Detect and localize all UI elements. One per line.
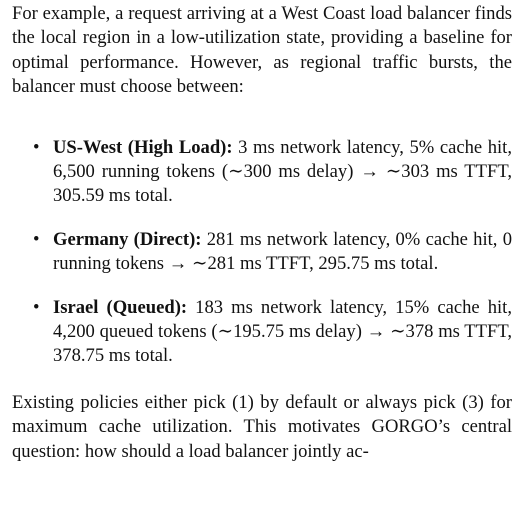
closing-paragraph: Existing policies either pick (1) by default or always pick (3) for maximum cache utilization. This motivates GORGO’s central question: how should a load balancer jointly ac- — [12, 391, 512, 462]
bullet-term: US-West (High Load): — [53, 136, 233, 158]
bullet-text: 3 ms network latency, 5% cache hit, 6,500 running tokens (∼300 ms delay) → ∼303 ms TTFT, 305.59 ms total. — [53, 136, 512, 207]
bullet-dot-icon: • — [33, 136, 40, 158]
intro-paragraph: For example, a request arriving at a West Coast load balancer finds the local region in a low-utilization state, providing a baseline for optimal performance. However, as regional traffic bursts, the balancer must choose between: — [12, 3, 512, 98]
bullet-dot-icon: • — [33, 296, 40, 318]
list-item-us-west — [12, 136, 512, 209]
paper-page — [12, 0, 512, 464]
region-options-list — [12, 136, 512, 369]
bullet-term: Germany (Direct): — [53, 228, 202, 250]
bullet-term: Israel (Queued): — [53, 296, 188, 318]
list-item-israel — [12, 296, 512, 369]
bullet-text: 281 ms network latency, 0% cache hit, 0 running tokens → ∼281 ms TTFT, 295.75 ms total. — [53, 228, 513, 275]
list-item-germany — [12, 228, 512, 277]
bullet-text: 183 ms network latency, 15% cache hit, 4,200 queued tokens (∼195.75 ms delay) → ∼378 ms TTFT, 378.75 ms total. — [53, 296, 512, 367]
bullet-dot-icon: • — [33, 228, 40, 250]
